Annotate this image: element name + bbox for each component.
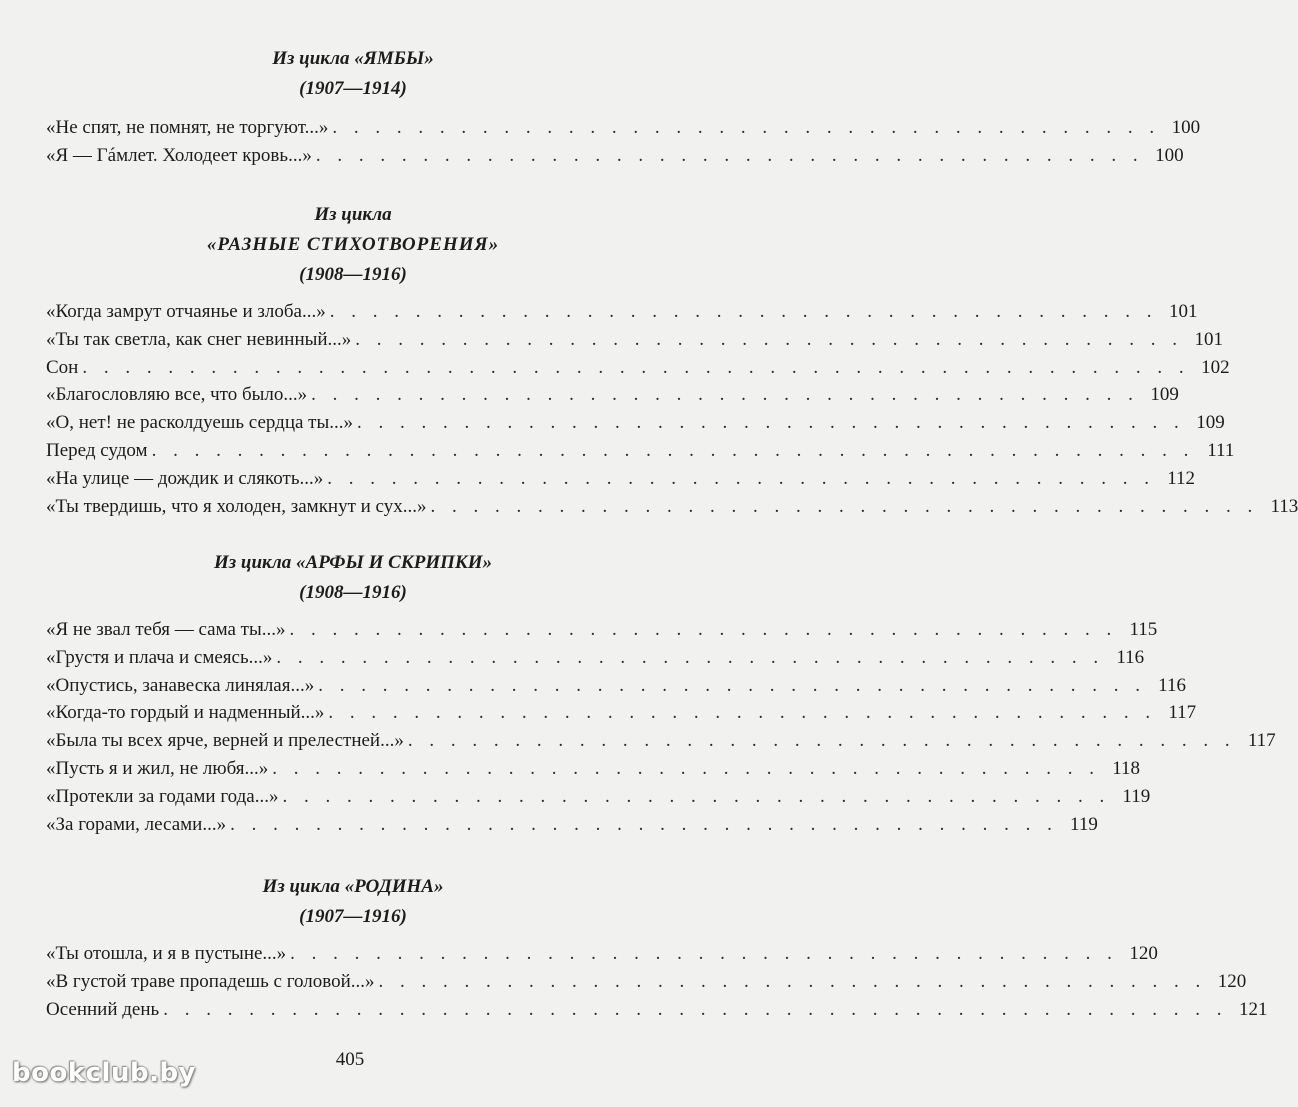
entry-page: 109 bbox=[1150, 384, 1179, 406]
toc-section-rodina bbox=[46, 872, 1268, 1023]
entry-page: 111 bbox=[1207, 439, 1235, 461]
entry-title: «Я не звал тебя — сама ты...» bbox=[46, 619, 286, 640]
toc-section-raznye bbox=[46, 200, 1298, 520]
entry-page: 101 bbox=[1194, 328, 1224, 350]
entry-page: 118 bbox=[1112, 757, 1141, 779]
leader-dots: . . . . . . . . . . . . . . . . . . . . . . . . . . . . . . . . . . . . . . . bbox=[230, 813, 1058, 835]
entry-title: «Когда-то гордый и надменный...» bbox=[46, 702, 325, 724]
entry-title: «Ты так светла, как снег невинный...» bbox=[46, 328, 352, 350]
leader-dots: . . . . . . . . . . . . . . . . . . . . . . . . . . . . . . . . . . . . . . . bbox=[311, 384, 1139, 406]
leader-dots: . . . . . . . . . . . . . . . . . . . . . . . . . . . . . . . . . . . . . . . bbox=[407, 730, 1236, 752]
entry-title: «На улице — дождик и слякоть...» bbox=[46, 467, 324, 489]
entry-title: «За горами, лесами...» bbox=[46, 813, 227, 835]
toc-entry[interactable] bbox=[46, 699, 1197, 727]
leader-dots: . . . . . . . . . . . . . . . . . . . . . . . . . . . . . . . . . . . . . . . bbox=[282, 785, 1111, 807]
leader-dots: . . . . . . . . . . . . . . . . . . . . . . . . . . . . . . . . . . . . . . . bbox=[290, 943, 1118, 964]
toc-entry[interactable] bbox=[46, 493, 1298, 521]
toc-entry[interactable] bbox=[46, 644, 1145, 672]
leader-dots: . . . . . . . . . . . . . . . . . . . . . . . . . . . . . . . . . . . . . . . . . . . . . . . . . . bbox=[163, 998, 1228, 1020]
entry-title: «Протекли за годами года...» bbox=[46, 785, 279, 807]
toc-section-arfy bbox=[46, 548, 1276, 838]
entry-title: «Опустись, занавеска линялая...» bbox=[46, 674, 315, 696]
entry-title: «Грустя и плача и смеясь...» bbox=[46, 646, 273, 668]
section-heading: Из цикла bbox=[314, 204, 392, 225]
entry-page: 100 bbox=[1171, 117, 1201, 138]
entry-page: 116 bbox=[1158, 674, 1186, 696]
entry-page: 119 bbox=[1122, 785, 1151, 807]
toc-entry[interactable] bbox=[46, 326, 1224, 354]
entry-title: «Когда замрут отчаянье и злоба...» bbox=[46, 301, 326, 322]
entry-title: «В густой траве пропадешь с головой...» bbox=[46, 970, 375, 992]
entry-title: Перед судом bbox=[46, 439, 148, 461]
entry-page: 102 bbox=[1201, 356, 1230, 378]
entry-title: «Пусть я и жил, не любя...» bbox=[46, 757, 269, 779]
entry-page: 120 bbox=[1217, 970, 1247, 992]
section-years: (1907—1916) bbox=[299, 906, 407, 927]
entry-page: 116 bbox=[1116, 646, 1145, 668]
leader-dots: . . . . . . . . . . . . . . . . . . . . . . . . . . . . . . . . . . . . . . . bbox=[318, 674, 1146, 696]
toc-entry[interactable] bbox=[46, 298, 1198, 326]
toc-entry[interactable] bbox=[46, 465, 1196, 493]
leader-dots: . . . . . . . . . . . . . . . . . . . . . . . . . . . . . . . . . . . . . . . . . . . . . . . . . . . . bbox=[82, 356, 1190, 378]
watermark-logo: bookclub.by bbox=[12, 1058, 197, 1088]
leader-dots: . . . . . . . . . . . . . . . . . . . . . . . . . . . . . . . . . . . . . . . bbox=[276, 646, 1105, 668]
entry-title: «Ты твердишь, что я холоден, замкнут и сух...» bbox=[46, 495, 427, 517]
entry-page: 112 bbox=[1167, 467, 1196, 489]
toc-entry[interactable] bbox=[46, 811, 1098, 839]
toc-entry[interactable] bbox=[46, 755, 1141, 783]
entry-page: 121 bbox=[1238, 998, 1268, 1020]
entry-title: «Я — Гáмлет. Холодеет кровь...» bbox=[46, 144, 312, 166]
section-heading: Из цикла «РОДИНА» bbox=[262, 876, 444, 897]
entry-title: Осенний день bbox=[46, 998, 160, 1020]
section-title: «РАЗНЫЕ СТИХОТВОРЕНИЯ» bbox=[206, 234, 500, 255]
entry-page: 119 bbox=[1070, 813, 1098, 835]
leader-dots: . . . . . . . . . . . . . . . . . . . . . . . . . . . . . . . . . . . . . . . bbox=[430, 495, 1259, 517]
entry-page: 101 bbox=[1169, 301, 1198, 322]
entry-page: 117 bbox=[1247, 730, 1276, 752]
toc-section-iamby bbox=[46, 44, 1201, 170]
entry-title: «Благословляю все, что было...» bbox=[46, 384, 308, 406]
entry-page: 120 bbox=[1129, 943, 1158, 964]
entry-page: 113 bbox=[1270, 495, 1298, 517]
leader-dots: . . . . . . . . . . . . . . . . . . . . . . . . . . . . . . . . . . . . . . . bbox=[327, 467, 1156, 489]
toc-entry[interactable] bbox=[46, 783, 1151, 811]
toc-entry[interactable] bbox=[46, 437, 1235, 465]
toc-entry[interactable] bbox=[46, 616, 1158, 644]
entry-page: 109 bbox=[1196, 412, 1225, 434]
leader-dots: . . . . . . . . . . . . . . . . . . . . . . . . . . . . . . . . . . . . . . . bbox=[289, 619, 1118, 640]
toc-entry[interactable] bbox=[46, 142, 1184, 170]
toc-entry[interactable] bbox=[46, 409, 1225, 437]
toc-entry[interactable] bbox=[46, 381, 1179, 409]
entry-page: 115 bbox=[1129, 619, 1158, 640]
leader-dots: . . . . . . . . . . . . . . . . . . . . . . . . . . . . . . . . . . . . . . . bbox=[357, 412, 1185, 434]
leader-dots: . . . . . . . . . . . . . . . . . . . . . . . . . . . . . . . . . . . . . . . bbox=[355, 328, 1184, 350]
leader-dots: . . . . . . . . . . . . . . . . . . . . . . . . . . . . . . . . . . . . . . . . . . . . . . . . . bbox=[151, 439, 1195, 461]
leader-dots: . . . . . . . . . . . . . . . . . . . . . . . . . . . . . . . . . . . . . . . bbox=[272, 757, 1101, 779]
section-years: (1907—1914) bbox=[299, 78, 407, 99]
toc-entry[interactable] bbox=[46, 940, 1158, 968]
section-heading: Из цикла «АРФЫ И СКРИПКИ» bbox=[213, 552, 493, 573]
toc-entry[interactable] bbox=[46, 672, 1186, 700]
leader-dots: . . . . . . . . . . . . . . . . . . . . . . . . . . . . . . . . . . . . . . . bbox=[328, 702, 1157, 724]
entry-page: 100 bbox=[1155, 144, 1184, 166]
toc-entry[interactable] bbox=[46, 114, 1201, 142]
leader-dots: . . . . . . . . . . . . . . . . . . . . . . . . . . . . . . . . . . . . . . . bbox=[329, 301, 1158, 322]
leader-dots: . . . . . . . . . . . . . . . . . . . . . . . . . . . . . . . . . . . . . . . bbox=[315, 144, 1144, 166]
section-years: (1908—1916) bbox=[299, 582, 407, 603]
entry-title: Сон bbox=[46, 356, 79, 378]
toc-entry[interactable] bbox=[46, 968, 1247, 996]
entry-title: «Не спят, не помнят, не торгуют...» bbox=[46, 117, 329, 138]
toc-entry[interactable] bbox=[46, 727, 1276, 755]
toc-entry[interactable] bbox=[46, 996, 1268, 1024]
leader-dots: . . . . . . . . . . . . . . . . . . . . . . . . . . . . . . . . . . . . . . . bbox=[378, 970, 1207, 992]
entry-page: 117 bbox=[1168, 702, 1197, 724]
entry-title: «Была ты всех ярче, верней и прелестней...» bbox=[46, 730, 404, 752]
entry-title: «Ты отошла, и я в пустыне...» bbox=[46, 943, 287, 964]
entry-title: «О, нет! не расколдуешь сердца ты...» bbox=[46, 412, 353, 434]
toc-entry[interactable] bbox=[46, 354, 1230, 382]
section-heading: Из цикла «ЯМБЫ» bbox=[272, 48, 434, 69]
page-number: 405 bbox=[335, 1049, 365, 1070]
leader-dots: . . . . . . . . . . . . . . . . . . . . . . . . . . . . . . . . . . . . . . . bbox=[332, 117, 1161, 138]
section-years: (1908—1916) bbox=[299, 264, 407, 285]
